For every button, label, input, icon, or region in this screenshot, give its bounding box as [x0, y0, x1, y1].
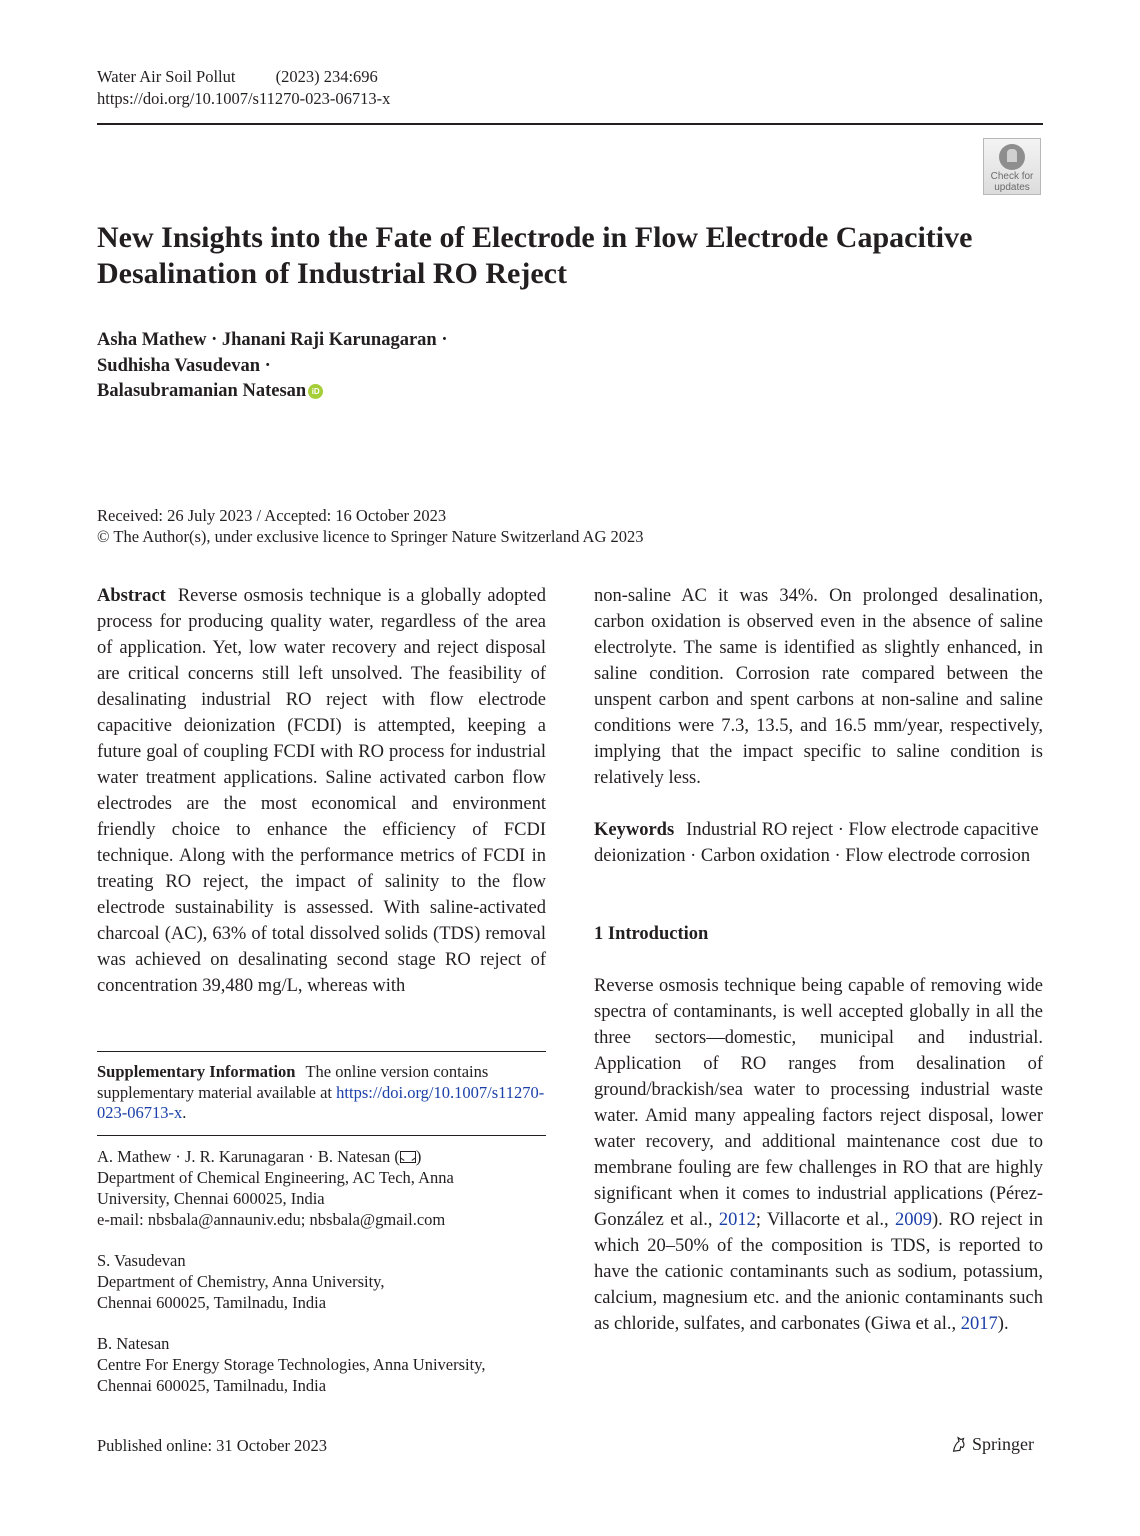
abstract-paragraph [97, 583, 546, 999]
envelope-icon[interactable] [400, 1151, 416, 1163]
intro-text-d: ). [997, 1314, 1009, 1334]
supplementary-link[interactable]: https://doi.org/10.1007/s11270-023-06713-x [97, 1082, 545, 1122]
orcid-icon[interactable]: iD [308, 384, 323, 399]
citation-link-2009[interactable]: 2009 [894, 1210, 932, 1230]
footnote-rule [97, 1051, 546, 1052]
copyright-notice: © The Author(s), under exclusive licence to Springer Nature Switzerland AG 2023 [97, 527, 644, 546]
citation-link-2012[interactable]: 2012 [718, 1210, 756, 1230]
introduction-paragraph [594, 973, 1043, 1337]
citation-link-2017[interactable]: 2017 [960, 1314, 998, 1334]
intro-text-c: ). RO reject in which 20–50% of the composition is TDS, is reported to have the cationic contaminants such as sodium, potassium, calcium, magnesium etc. and the anionic contaminants such as chloride, sulfates, and carbonates (Giwa et al., [594, 1210, 1043, 1334]
publisher-logo [950, 1432, 1034, 1456]
affiliation-institution: University, Chennai 600025, India [97, 1189, 325, 1208]
author-line-2: Sudhisha Vasudevan · [97, 355, 271, 376]
author-line-1: Asha Mathew · Jhanani Raji Karunagaran · [97, 330, 448, 350]
header-rule [97, 123, 1043, 125]
journal-volume: (2023) 234:696 [275, 67, 378, 86]
keywords-paragraph [594, 817, 1043, 869]
affiliation-department: Centre For Energy Storage Technologies, Anna University, [97, 1355, 486, 1374]
intro-text-b: ; Villacorte et al., [755, 1210, 895, 1230]
intro-text-a: Reverse osmosis technique being capable of removing wide spectra of contaminants, is well accepted globally in all the three sectors—domestic, municipal and industrial. Application of RO ranges from desalination of ground/brackish/sea water to processing industrial waste water. Amid many appealing factors reject disposal, lower water recovery, and additional maintenance cost due to membrane fouling are few challenges in RO that are highly significant when it comes to industrial applications (Pérez-González et al., [594, 976, 1043, 1230]
badge-line-1: Check for [990, 171, 1034, 182]
supplementary-information [97, 1062, 546, 1124]
affiliation-names-end: ) [415, 1147, 422, 1166]
article-title: New Insights into the Fate of Electrode in Flow Electrode Capacitive Desalination of Industrial RO Reject [97, 221, 973, 290]
affiliation-department: Department of Chemical Engineering, AC Tech, Anna [97, 1168, 454, 1187]
affiliation-names: B. Natesan [97, 1334, 170, 1353]
affiliation-department: Department of Chemistry, Anna University, [97, 1272, 385, 1291]
keywords-text: Industrial RO reject · Flow electrode capacitive deionization · Carbon oxidation · Flow electrode corrosion [594, 820, 1039, 866]
author-line-3: Balasubramanian Natesan [97, 381, 307, 401]
left-column [97, 583, 546, 999]
affiliation-names: A. Mathew · J. R. Karunagaran · B. Natesan ( [97, 1147, 400, 1166]
check-for-updates-icon [999, 144, 1025, 170]
check-for-updates-badge[interactable] [983, 138, 1041, 195]
running-header [97, 66, 390, 110]
received-accepted: Received: 26 July 2023 / Accepted: 16 October 2023 [97, 506, 447, 525]
publisher-name: Springer [972, 1434, 1034, 1454]
article-dates [97, 505, 644, 547]
abstract-text-left: Reverse osmosis technique is a globally adopted process for producing quality water, regardless of the area of application. Yet, low water recovery and reject disposal are critical concerns still left unsolved. The feasibility of desalinating industrial RO reject with flow electrode capacitive deionization (FCDI) is attempted, keeping a future goal of coupling FCDI with RO process for industrial water treatment applications. Saline activated carbon flow electrodes are the most economical and environment friendly choice to enhance the efficiency of FCDI technique. Along with the performance metrics of FCDI in treating RO reject, the impact of salinity to the flow electrode sustainability is assessed. With saline-activated charcoal (AC), 63% of total dissolved solids (TDS) removal was achieved on desalinating second stage RO reject of concentration 39,480 mg/L, whereas with [97, 586, 546, 996]
abstract-label: Abstract [97, 586, 166, 606]
author-list [97, 328, 448, 405]
published-online: Published online: 31 October 2023 [97, 1436, 328, 1455]
keywords-label: Keywords [594, 820, 675, 840]
affiliation-email[interactable]: e-mail: nbsbala@annauniv.edu; nbsbala@gmail.com [97, 1210, 446, 1229]
supplementary-label: Supplementary Information [97, 1062, 296, 1081]
affiliation-block [97, 1250, 557, 1313]
footnote-rule [97, 1135, 546, 1136]
introduction-heading: 1 Introduction [594, 924, 709, 944]
affiliation-block [97, 1146, 557, 1230]
affiliation-names: S. Vasudevan [97, 1251, 186, 1270]
supplementary-text: The online version contains supplementary material available at [97, 1062, 489, 1102]
affiliation-block [97, 1333, 557, 1396]
abstract-text-right: non-saline AC it was 34%. On prolonged desalination, carbon oxidation is observed even in the absence of saline electrolyte. The same is identified as slightly enhanced, in saline condition. Corrosion rate compared between the unspent carbon and spent carbons at non-saline and saline conditions were 7.3, 13.5, and 16.5 mm/year, respectively, implying that the impact specific to saline condition is relatively less. [594, 586, 1043, 788]
springer-horse-icon [950, 1435, 968, 1453]
supplementary-end: . [182, 1103, 187, 1122]
badge-line-2: updates [994, 182, 1030, 193]
journal-name: Water Air Soil Pollut [97, 67, 236, 86]
right-column [594, 583, 1043, 1337]
article-doi[interactable]: https://doi.org/10.1007/s11270-023-06713-x [97, 89, 391, 108]
affiliation-institution: Chennai 600025, Tamilnadu, India [97, 1293, 327, 1312]
affiliation-institution: Chennai 600025, Tamilnadu, India [97, 1376, 327, 1395]
